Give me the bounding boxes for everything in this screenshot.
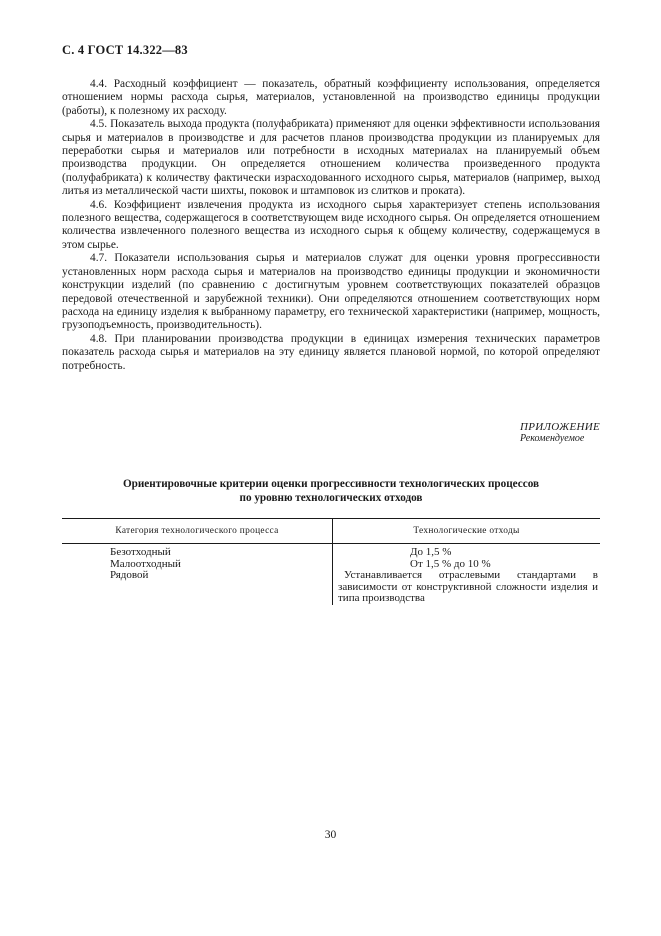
page-number: 30 [324, 829, 337, 841]
waste-low-waste: От 1,5 % до 10 % [410, 557, 491, 570]
appendix-label: ПРИЛОЖЕНИЕ [520, 421, 600, 433]
category-cell [62, 544, 333, 605]
waste-wasteless: До 1,5 % [410, 546, 452, 558]
paragraph-4-4: 4.4. Расходный коэффициент — показатель, обратный коэффициенту использования, определяется отношением нормы расхода сырья, материалов, установленной на производство единицы продукции (работы), к полезному их расходу. [62, 78, 600, 117]
paragraph-4-7: 4.7. Показатели использования сырья и материалов служат для оценки уровня прогрессивности установленных норм расхода сырья и материалов на производство единицы продукции и экономичности конструкции изделий (по сравнению с достигнутым уровнем соответствующих показателей образцов передовой отечественной и зарубежной техники). Они определяются отношением соответствующих норм расхода на единицу изделия к выбранному параметру, его технической характеристики (например, мощность, грузоподъемность, производительность). [62, 252, 600, 332]
table-row [62, 544, 600, 605]
waste-regular: Устанавливается отраслевыми стандартами в зависимости от конструктивной сложности изделия и типа производства [338, 569, 598, 604]
table-header-row [62, 519, 600, 544]
category-wasteless: Безотходный [110, 546, 171, 558]
category-low-waste: Малоотходный [110, 557, 181, 570]
page-header: С. 4 ГОСТ 14.322—83 [62, 43, 188, 57]
column-header-category: Категория технологического процесса [62, 519, 333, 544]
table-title-line-1: Ориентировочные критерии оценки прогрессивности технологических процессов [122, 478, 540, 490]
appendix-note: Рекомендуемое [520, 433, 585, 444]
table-title-line-2: по уровню технологических отходов [239, 492, 423, 504]
waste-cell [333, 544, 601, 605]
paragraph-4-8: 4.8. При планировании производства продукции в единицах измерения технических параметров показатель расхода сырья и материалов на эту единицу является плановой нормой, по которой определяют потребность. [62, 332, 600, 372]
body-text [62, 78, 600, 373]
paragraph-4-5: 4.5. Показатель выхода продукта (полуфабриката) применяют для оценки эффективности использования сырья и материалов в производстве и для расчетов планов производства продукции из планируемых для переработки сырья и материалов или потребности в исходных материалах на планируемый объем производства продукции. Он определяется отношением количества произведенного продукта (полуфабриката) к количеству фактически израсходованного исходного сырья, материалов (например, выход литья из металлической части шихты, поковок и штамповок из слитков и проката). [62, 118, 600, 198]
appendix-block [520, 421, 600, 445]
paragraph-4-6: 4.6. Коэффициент извлечения продукта из исходного сырья характеризует степень использования полезного вещества, содержащегося в соответствующем виде исходного сырья. Он определяется отношением количества извлеченного полезного вещества из исходного сырья к общему количеству, содержащемуся в этом сырье. [62, 198, 600, 251]
column-header-waste: Технологические отходы [333, 519, 601, 544]
category-regular: Рядовой [110, 569, 149, 581]
criteria-table [62, 518, 600, 605]
table-title [62, 477, 600, 505]
